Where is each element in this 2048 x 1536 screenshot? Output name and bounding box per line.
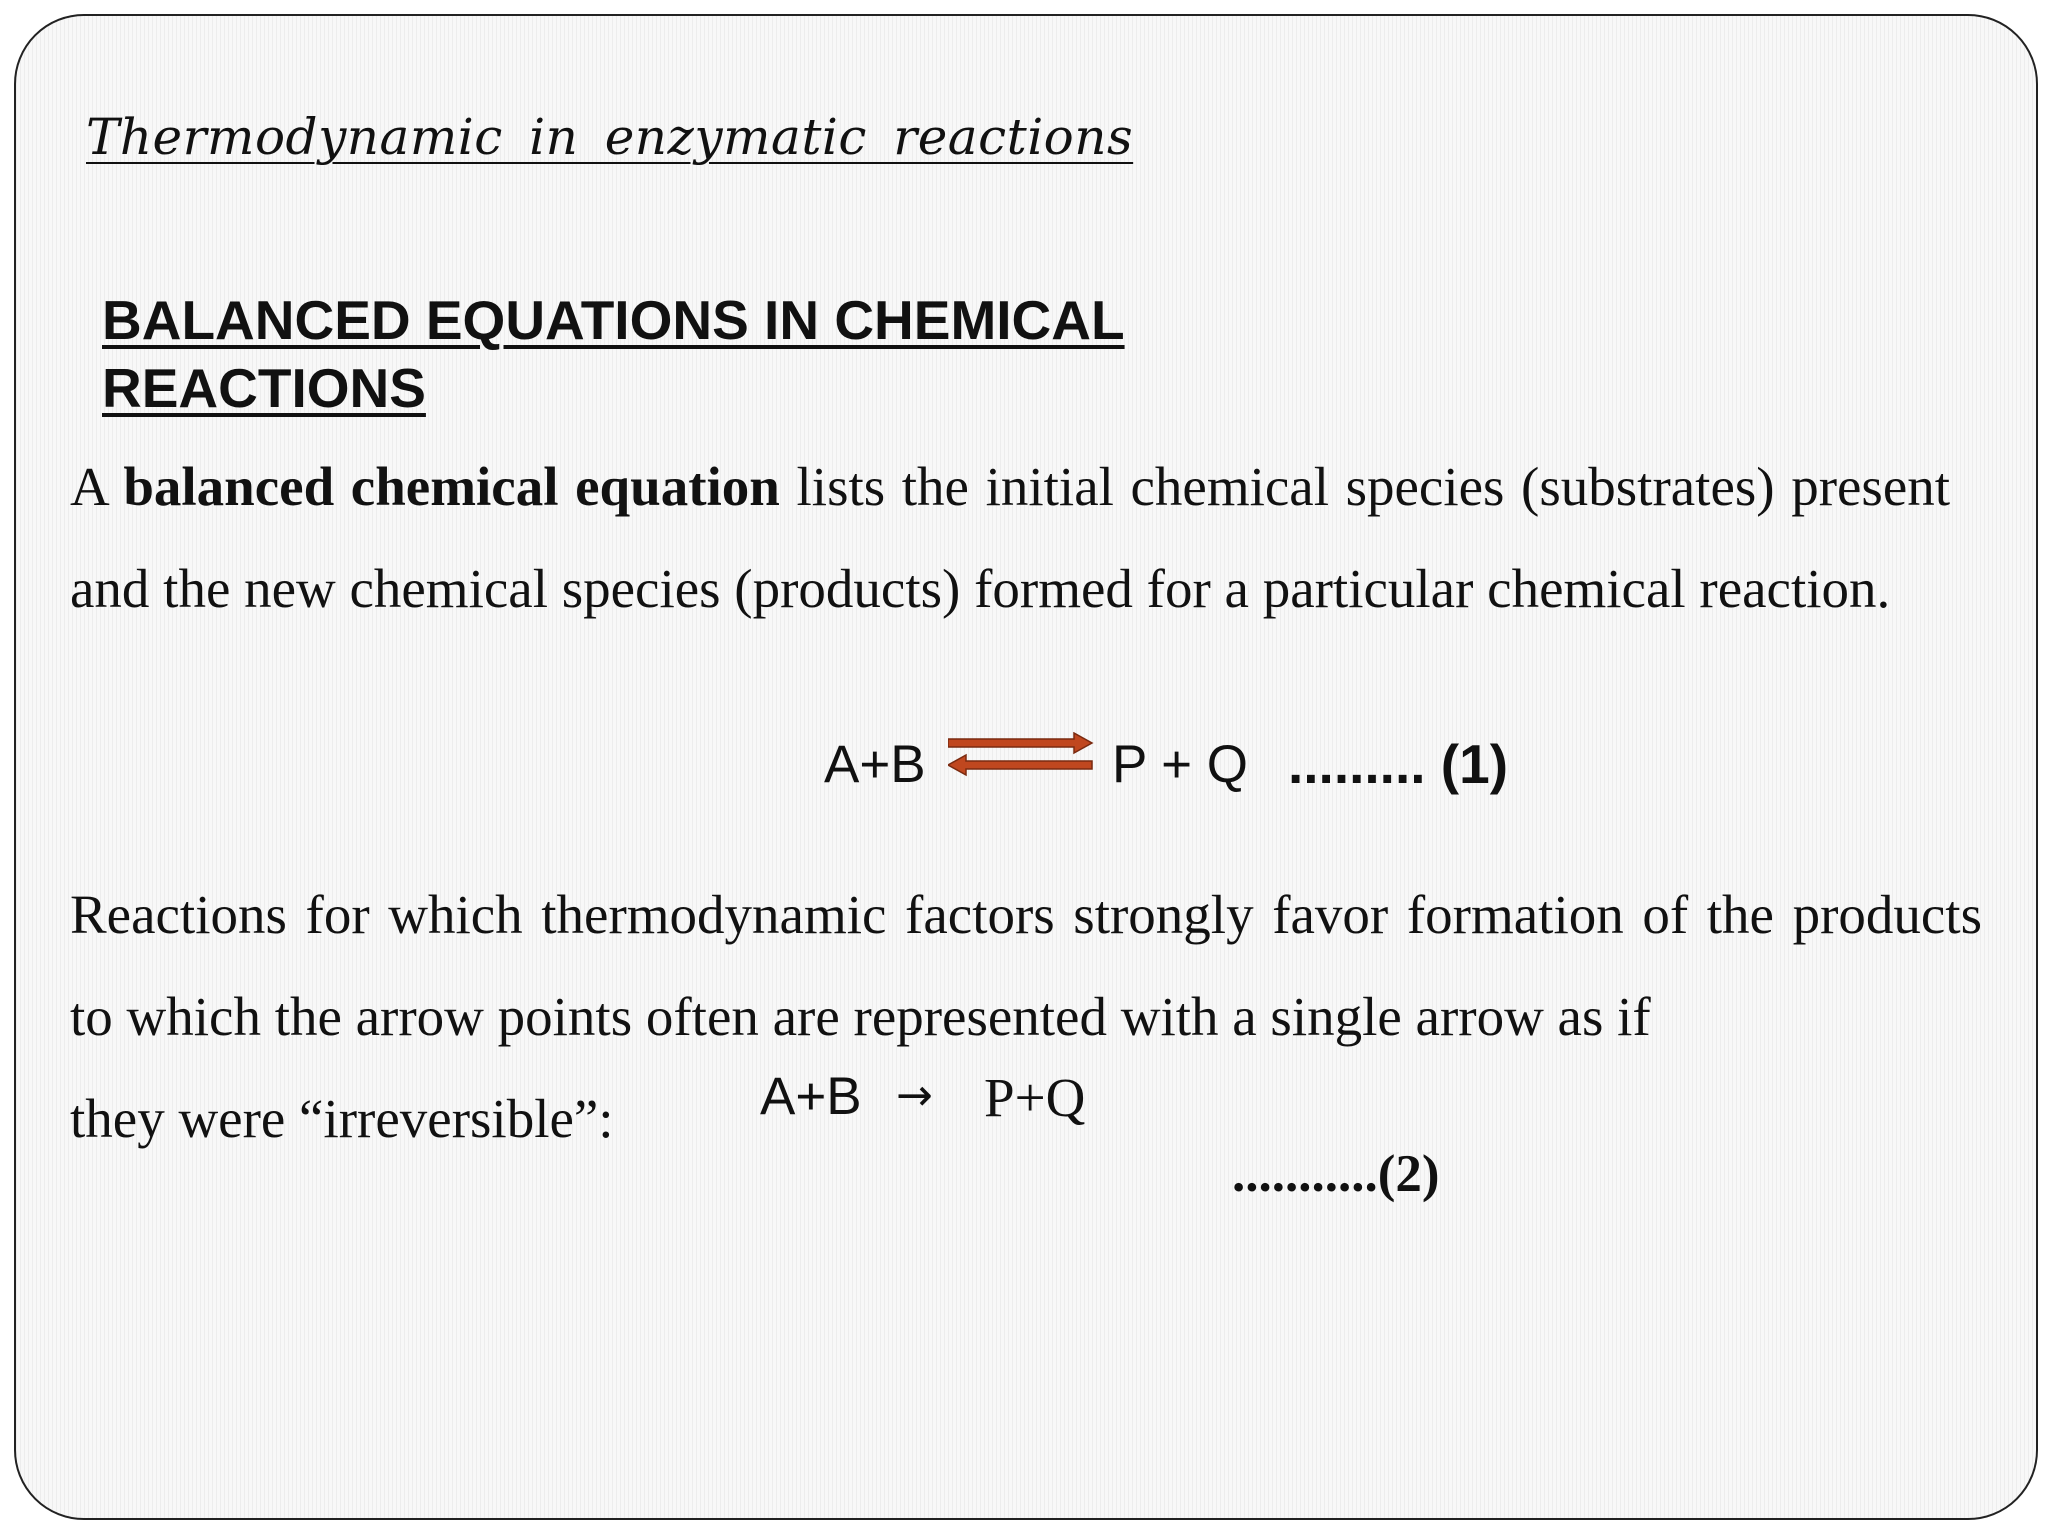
section-heading-text: BALANCED EQUATIONS IN CHEMICAL REACTIONS: [102, 289, 1125, 419]
equation1-number: ......... (1): [1288, 733, 1509, 795]
paragraph-irreversible-end: they were “irreversible”:: [70, 1088, 614, 1149]
equation1-lhs: A+B: [824, 735, 926, 794]
equation2-number: ...........(2): [1232, 1145, 1440, 1203]
reverse-arrow: [948, 755, 1092, 775]
section-heading: [102, 286, 1222, 422]
page-title: Thermodynamic in enzymatic reactions: [86, 108, 1134, 166]
paragraph-irreversible: Reactions for which thermodynamic factors strongly favor formation of the products to which the arrow points often are represented with a single arrow as if: [70, 884, 1982, 1047]
double-arrow-reversible-icon: [948, 732, 1098, 782]
paragraph-balanced-equation: [70, 436, 1950, 640]
equation2-lhs: A+B: [760, 1067, 862, 1126]
right-arrow-icon: →: [896, 1070, 933, 1121]
paragraph-bold-term: balanced chemical equation: [123, 456, 780, 517]
equation2-rhs: P+Q: [984, 1067, 1086, 1128]
equation1-rhs: P + Q: [1112, 735, 1249, 794]
paragraph-lead: A: [70, 456, 124, 517]
paragraph-rest: lists the initial chemical species (substrates) present and the new chemical species (products) formed for a particular chemical reaction.: [70, 456, 1951, 619]
forward-arrow: [948, 733, 1092, 753]
slide: [14, 14, 2038, 1520]
